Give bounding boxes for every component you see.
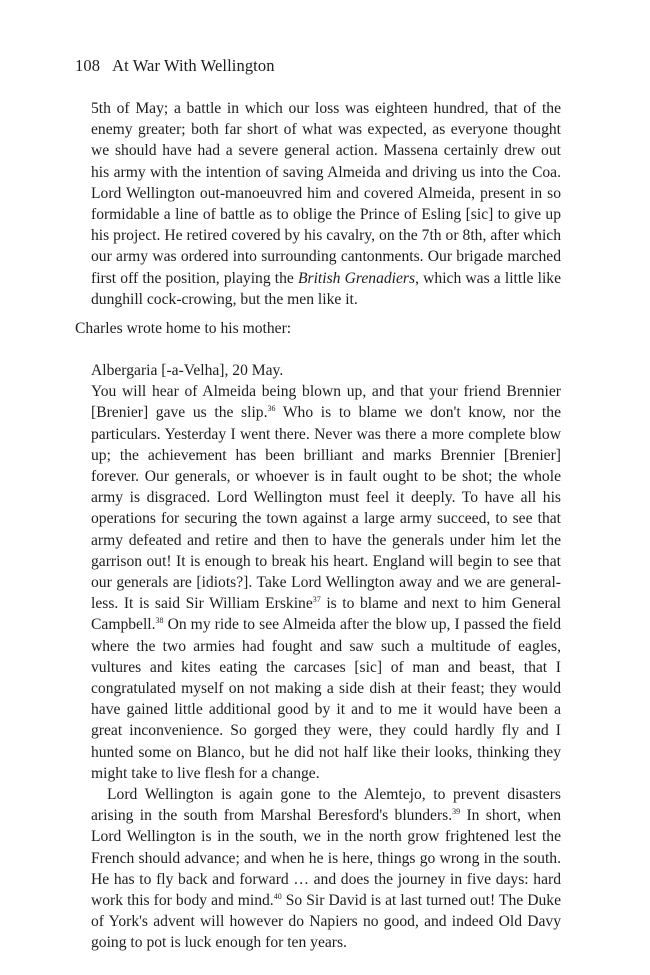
narrative-intro: Charles wrote home to his mother: <box>75 320 292 337</box>
footnote-ref: 40 <box>273 892 282 902</box>
page-number: 108 <box>75 56 101 75</box>
footnote-ref: 37 <box>312 595 321 605</box>
footnote-ref: 36 <box>267 404 276 414</box>
italic-title: British Grenadiers <box>298 269 416 287</box>
letter-paragraph-2: Lord Wellington is again gone to the Alemtejo, to prevent disasters arising in the south from Marshal Beresford's blunders.$^{39}$ In short, when Lord Wellington is in the south, we in the north grow frightened lest the French should advance; and when he is here, things go wrong in the south. He has to fly back and forward … and does the journey in five days: hard work this for body and mind.$^{40}$ So Sir David is at last turned out! The Duke of York's advent will however do Napiers no good, and indeed Old Davy going to pot is luck enough for ten years. <box>91 786 561 952</box>
running-header <box>75 56 275 76</box>
footnote-ref: 39 <box>452 807 461 817</box>
running-title: At War With Wellington <box>112 56 275 75</box>
letter-paragraph-1: You will hear of Almeida being blown up, and that your friend Brennier [Brenier] gave us the slip.$^{36}$ Who is to blame we don't know, nor the particulars. Yesterday I went there. Never was there a more complete blow up; the achievement has been brilliant and marks Brennier [Brenier] forever. Our generals, or whoever is in fault ought to be shot; the whole army is disgraced. Lord Wellington must feel it deeply. To have all his operations for securing the town against a large army succeed, to see that army defeated and retire and then to have the generals under him let the garrison out! It is enough to break his heart. England will begin to see that our generals are [idiots?]. Take Lord Wellington away and we are general-less. It is said Sir William Erskine$^{37}$ is to blame and next to him General Campbell.$^{38}$ On my ride to see Almeida after the blow up, I passed the field where the two armies had fought and saw such a multitude of eagles, vultures and kites eating the carcases [sic] of man and beast, that I congratulated myself on not making a side dish at their feast; they would have gained little additional good by it and to me it would have been a great inconvenience. So gorged they were, they could hardly fly and I hunted some on Blanco, but he did not half like their looks, thinking they might take to live flesh for a change. <box>91 383 561 782</box>
letter-dateline: Albergaria [-a-Velha], 20 May. <box>91 362 284 379</box>
quoted-letter-block <box>91 360 561 954</box>
quoted-diary-block <box>91 98 561 310</box>
footnote-ref: 38 <box>155 616 164 626</box>
diary-paragraph: 5th of May; a battle in which our loss was eighteen hundred, that of the enemy greater; both far short of what was expected, as everyone thought we should have had a severe general action. Massena certainly drew out his army with the intention of saving Almeida and driving us into the Coa. Lord Wellington out-manoeuvred him and covered Almeida, present in so formidable a line of battle as to oblige the Prince of Esling [sic] to give up his project. He retired covered by his cavalry, on the 7th or 8th, after which our army was ordered into surrounding cantonments. Our brigade marched first off the position, playing the British Grenadiers, which was a little like dunghill cock-crowing, but the men like it. <box>91 100 562 308</box>
